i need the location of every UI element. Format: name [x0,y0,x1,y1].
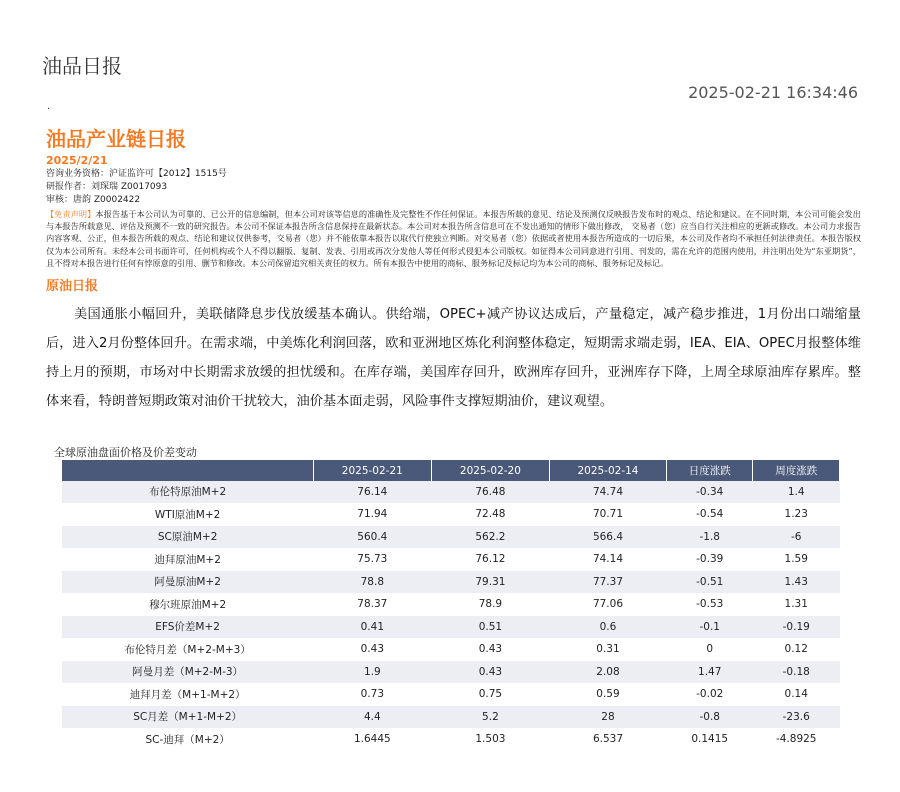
value-cell: 71.94 [313,503,431,526]
header-cell: 日度涨跌 [667,460,753,481]
value-cell: -0.18 [753,661,840,684]
table-row [62,728,840,751]
value-cell: 28 [549,706,666,729]
value-cell: 77.06 [549,593,666,616]
value-cell: -4.8925 [753,728,840,751]
table-row [62,593,840,616]
value-cell: -23.6 [753,706,840,729]
value-cell: 0.59 [549,683,666,706]
value-cell: 566.4 [549,526,666,549]
report-date: 2025/2/21 [46,154,108,167]
row-label-cell: SC月差（M+1-M+2） [62,706,313,729]
table-row [62,503,840,526]
row-label-cell: 布伦特原油M+2 [62,481,313,503]
bullet-dot: . [47,101,51,112]
value-cell: 78.8 [313,571,431,594]
report-body [46,126,861,416]
value-cell: 79.31 [431,571,549,594]
value-cell: -1.8 [667,526,753,549]
value-cell: 76.14 [313,481,431,503]
value-cell: 4.4 [313,706,431,729]
value-cell: 76.12 [431,548,549,571]
value-cell: 0.31 [549,638,666,661]
value-cell: 1.6445 [313,728,431,751]
table-caption: 全球原油盘面价格及价差变动 [54,446,197,459]
value-cell: -0.19 [753,616,840,639]
value-cell: 1.9 [313,661,431,684]
value-cell: 562.2 [431,526,549,549]
value-cell: 1.4 [753,481,840,503]
table-header-row [62,460,840,481]
value-cell: -0.8 [667,706,753,729]
row-label-cell: 迪拜原油M+2 [62,548,313,571]
header-cell: 2025-02-20 [431,460,549,481]
table-row [62,706,840,729]
value-cell: 1.59 [753,548,840,571]
value-cell: 0.6 [549,616,666,639]
value-cell: 0.75 [431,683,549,706]
value-cell: -0.39 [667,548,753,571]
page-title: 油品日报 [42,54,122,78]
value-cell: 1.47 [667,661,753,684]
table-row [62,481,840,503]
value-cell: 5.2 [431,706,549,729]
value-cell: 72.48 [431,503,549,526]
value-cell: -0.53 [667,593,753,616]
table-row [62,661,840,684]
row-label-cell: EFS价差M+2 [62,616,313,639]
value-cell: 77.37 [549,571,666,594]
value-cell: 0.43 [313,638,431,661]
table-row [62,526,840,549]
row-label-cell: WTI原油M+2 [62,503,313,526]
header-cell: 2025-02-21 [313,460,431,481]
value-cell: -0.02 [667,683,753,706]
row-label-cell: 穆尔班原油M+2 [62,593,313,616]
price-table [62,460,840,751]
value-cell: 0.1415 [667,728,753,751]
value-cell: 1.31 [753,593,840,616]
value-cell: 0.14 [753,683,840,706]
report-paragraph: 美国通胀小幅回升，美联储降息步伐放缓基本确认。供给端，OPEC+减产协议达成后，产量稳定，减产稳步推进，1月份出口端缩量后，进入2月份整体回升。在需求端，中美炼化利润回落，欧和亚洲地区炼化利润整体稳定，短期需求端走弱，IEA、EIA、OPEC月报整体维持上月的预期，市场对中长期需求放缓的担忧缓和。在库存端，美国库存回升，欧洲库存回升，亚洲库存下降，上周全球原油库存累库。整体来看，特朗普短期政策对油价干扰较大，油价基本面走弱，风险事件支撑短期油价，建议观望。 [46,307,861,410]
value-cell: 0.41 [313,616,431,639]
row-label-cell: 迪拜月差（M+1-M+2） [62,683,313,706]
table-row [62,683,840,706]
value-cell: 1.503 [431,728,549,751]
value-cell: 75.73 [313,548,431,571]
value-cell: 0.43 [431,661,549,684]
value-cell: 74.74 [549,481,666,503]
table-row [62,638,840,661]
value-cell: 70.71 [549,503,666,526]
reviewer-line: 审核：唐韵 Z0002422 [46,195,141,205]
disclaimer [46,208,861,269]
value-cell: 0.73 [313,683,431,706]
value-cell: 74.14 [549,548,666,571]
value-cell: 6.537 [549,728,666,751]
table-row [62,571,840,594]
header-cell [62,460,313,481]
value-cell: 560.4 [313,526,431,549]
row-label-cell: 阿曼月差（M+2-M-3） [62,661,313,684]
value-cell: -0.34 [667,481,753,503]
value-cell: -0.51 [667,571,753,594]
value-cell: 0.12 [753,638,840,661]
value-cell: 1.43 [753,571,840,594]
report-title: 油品产业链日报 [46,127,186,151]
author-line: 研报作者：刘琛瑞 Z0017093 [46,182,168,192]
value-cell: 78.37 [313,593,431,616]
header-cell: 周度涨跌 [753,460,840,481]
value-cell: -0.1 [667,616,753,639]
row-label-cell: 阿曼原油M+2 [62,571,313,594]
value-cell: 0 [667,638,753,661]
value-cell: 2.08 [549,661,666,684]
row-label-cell: SC原油M+2 [62,526,313,549]
disclaimer-tag: 【免责声明】 [46,209,96,219]
table-row [62,616,840,639]
timestamp: 2025-02-21 16:34:46 [688,83,858,102]
table-row [62,548,840,571]
qualification-line: 咨询业务资格：沪证监许可【2012】1515号 [46,169,227,179]
disclaimer-text: 本报告基于本公司认为可靠的、已公开的信息编制，但本公司对该等信息的准确性及完整性不作任何保证。本报告所载的意见、结论及预测仅反映报告发布时的观点、结论和建议。在不同时期，本公司可能会发出与本报告所载意见、评估及预测不一致的研究报告。本公司不保证本报告所含信息保持在最新状态。本公司对本报告所含信息可在不发出通知的情形下做出修改， 交易者（您）应当自行关注相应的更新或修改。本公司力求报告内容客观、公正，但本报告所载的观点、结论和建议仅供参考，交易者（您）并不能依靠本报告以取代行使独立判断。对交易者（您）依据或者使用本报告所造成的一切后果，本公司及作者均不承担任何法律责任。本报告版权仅为本公司所有。未经本公司书面许可，任何机构或个人不得以翻版、复制、发表、引用或再次分发他人等任何形式侵犯本公司版权。如征得本公司同意进行引用、刊发的，需在允许的范围内使用，并注明出处为“东亚期货”，且不得对本报告进行任何有悖原意的引用、删节和修改。本公司保留追究相关责任的权力。所有本报告中使用的商标、服务标记及标记均为本公司的商标、服务标记及标记。 [46,209,861,268]
section-title: 原油日报 [46,279,99,295]
value-cell: -0.54 [667,503,753,526]
value-cell: 78.9 [431,593,549,616]
table-body [62,481,840,751]
row-label-cell: SC-迪拜（M+2） [62,728,313,751]
value-cell: -6 [753,526,840,549]
value-cell: 0.43 [431,638,549,661]
value-cell: 1.23 [753,503,840,526]
row-label-cell: 布伦特月差（M+2-M+3） [62,638,313,661]
header-cell: 2025-02-14 [549,460,666,481]
value-cell: 76.48 [431,481,549,503]
value-cell: 0.51 [431,616,549,639]
